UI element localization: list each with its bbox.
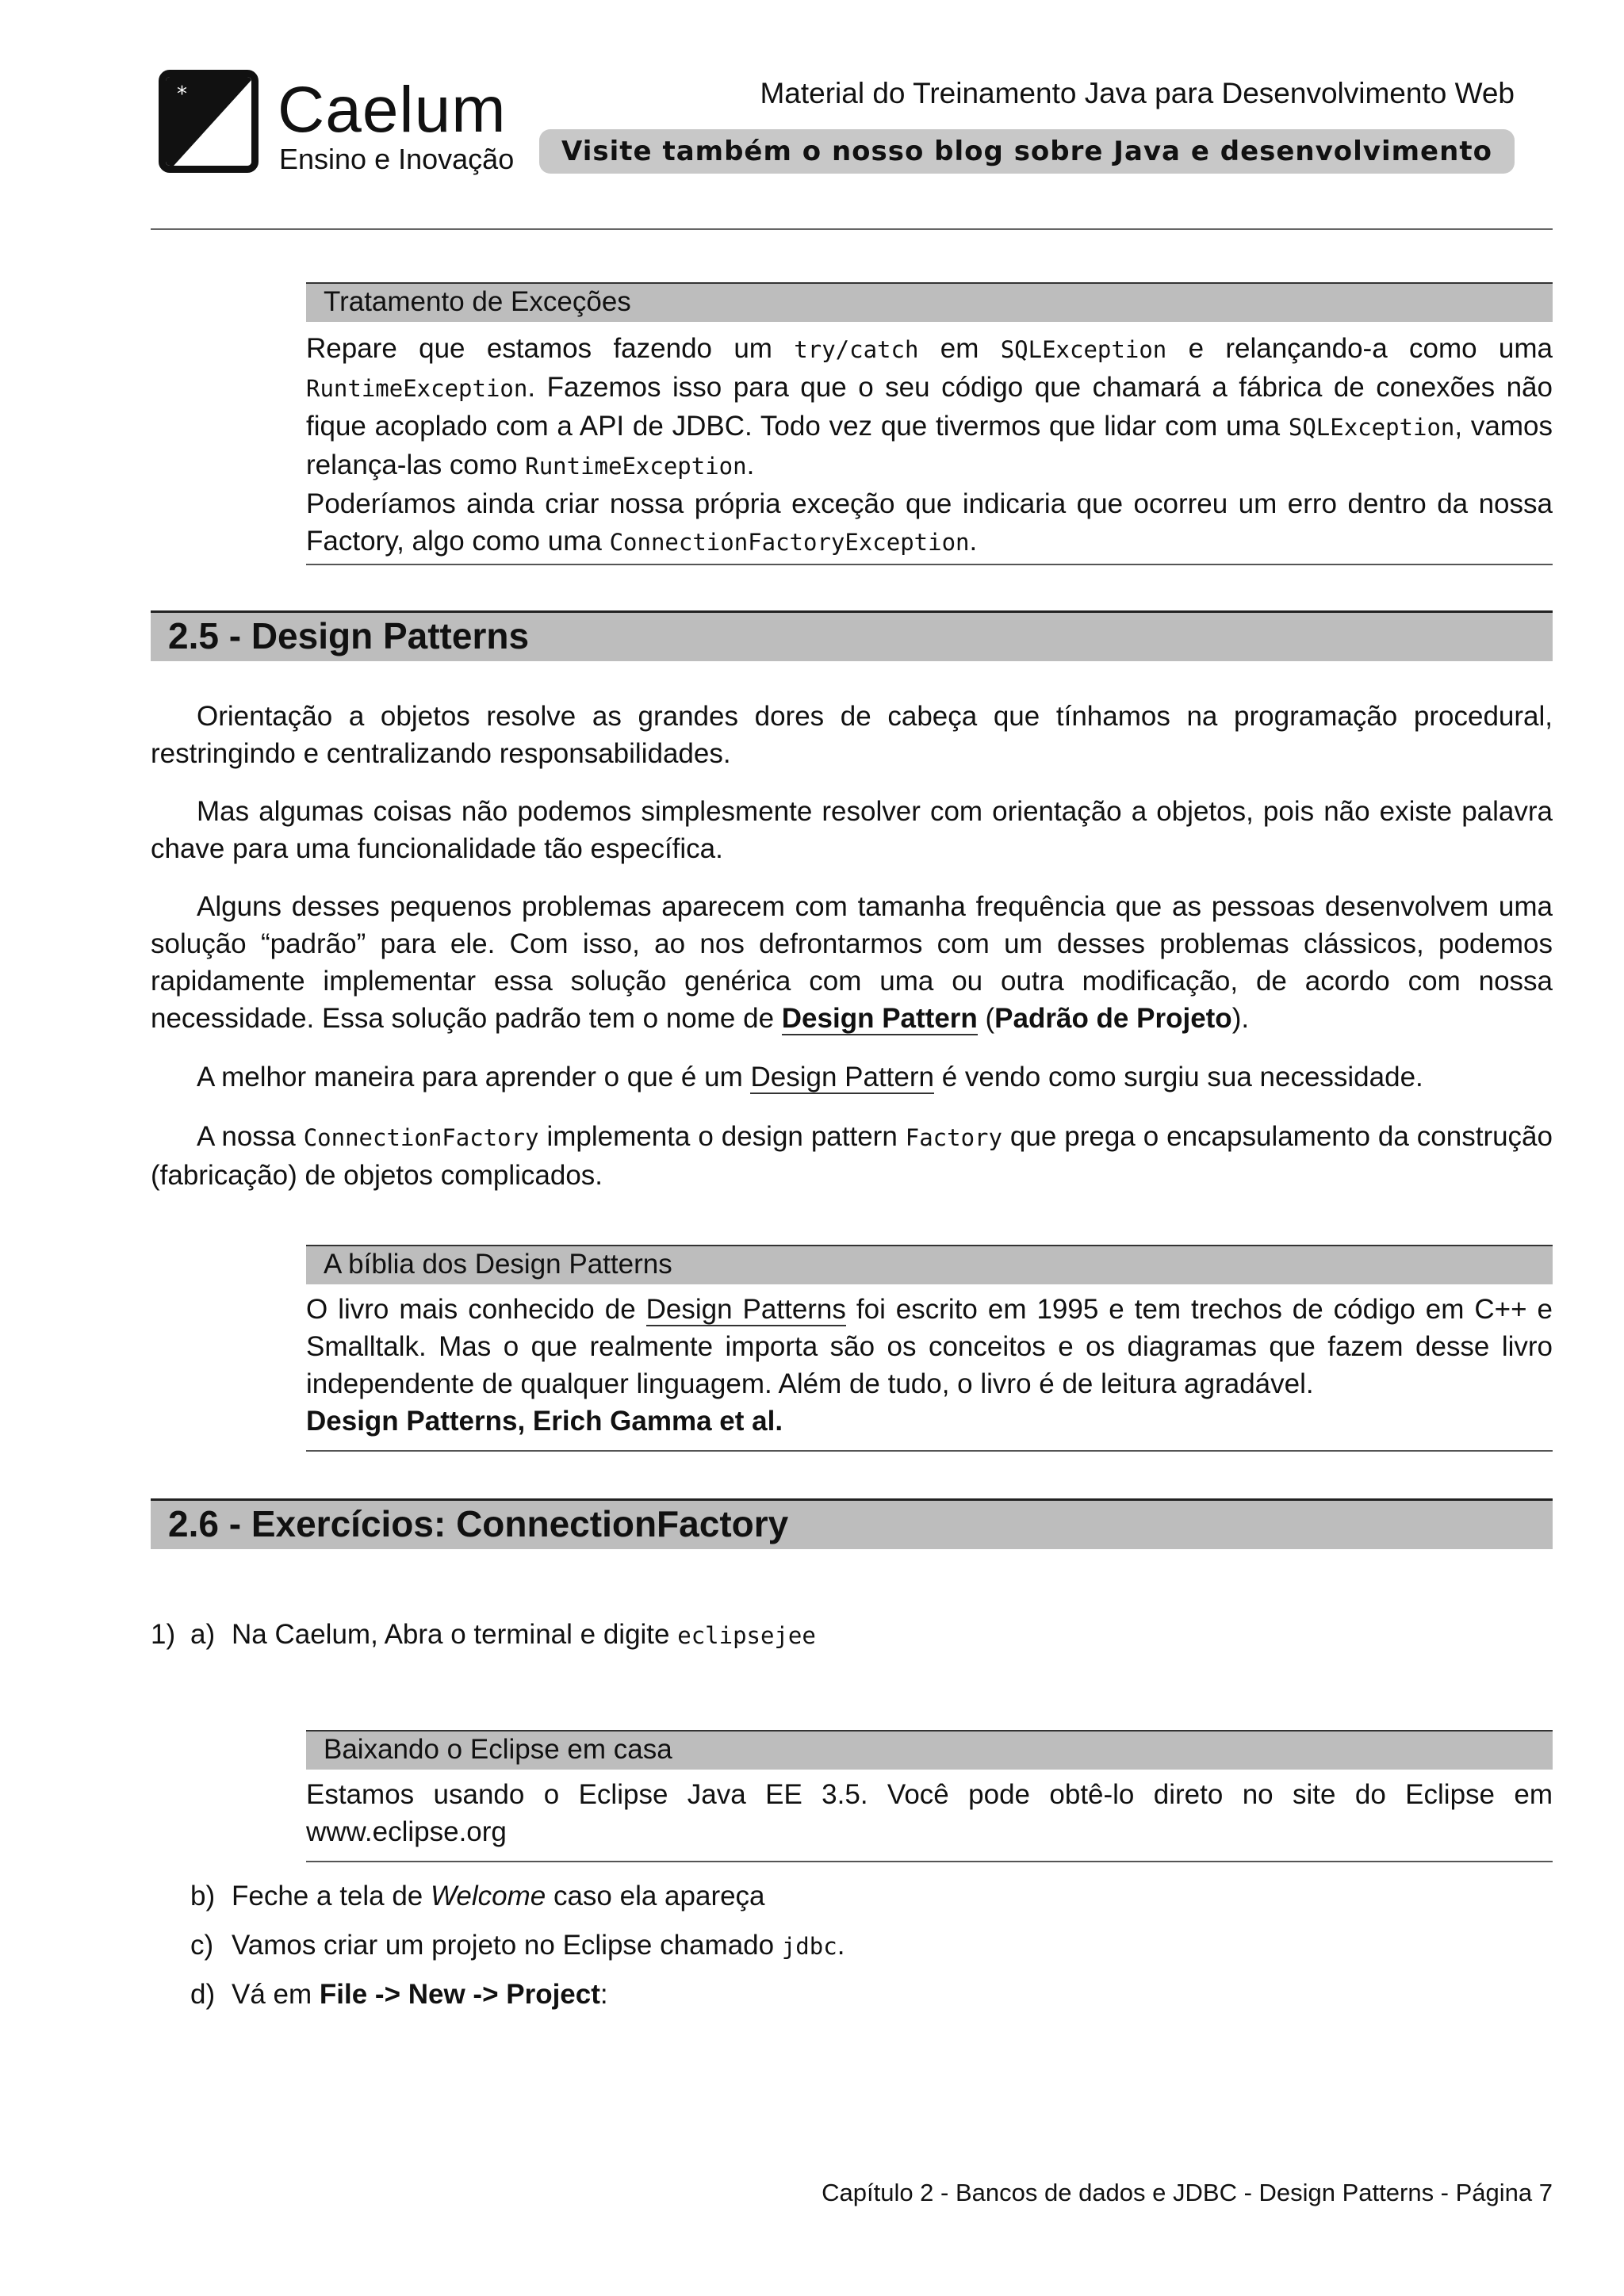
svg-text:*: * bbox=[177, 82, 187, 106]
box-title-biblia: A bíblia dos Design Patterns bbox=[306, 1245, 1553, 1284]
section25-paragraph-5: A nossa ConnectionFactory implementa o design pattern Factory que prega o encapsulamento da construção (fabricação) de objetos complicados. bbox=[151, 1121, 1553, 1191]
box1-bottom-rule bbox=[306, 564, 1553, 565]
list-letter-d: d) bbox=[190, 1979, 216, 2010]
logo-name: Caelum bbox=[278, 74, 507, 146]
list-number-1: 1) bbox=[151, 1619, 176, 1650]
document-title: Material do Treinamento Java para Desenvolvimento Web bbox=[760, 77, 1515, 109]
list-letter-c: c) bbox=[190, 1930, 214, 1961]
box3-bottom-rule bbox=[306, 1861, 1553, 1862]
box2-bottom-rule bbox=[306, 1450, 1553, 1452]
logo-tagline: Ensino e Inovação bbox=[279, 143, 515, 175]
blog-banner: Visite também o nosso blog sobre Java e desenvolvimento bbox=[539, 129, 1515, 174]
header-divider bbox=[151, 228, 1553, 230]
book-reference: Design Patterns, Erich Gamma et al. bbox=[306, 1406, 783, 1437]
list-letter-b: b) bbox=[190, 1881, 216, 1911]
section25-paragraph-2: Mas algumas coisas não podemos simplesmente resolver com orientação a objetos, pois não existe palavra chave para uma funcionalidade tão específica. bbox=[151, 796, 1553, 864]
section-heading-2-6: 2.6 - Exercícios: ConnectionFactory bbox=[151, 1498, 1553, 1549]
design-patterns-link[interactable]: Design Patterns bbox=[645, 1294, 846, 1325]
box1-paragraph-1: Repare que estamos fazendo um try/catch em SQLException e relançando-a como uma RuntimeException. Fazemos isso para que o seu código que chamará a fábrica de conexões não fique acoplado com a API de JDBC. Todo vez que tivermos que lidar com uma SQLException, vamos relança-las como RuntimeException. bbox=[306, 333, 1553, 480]
logo-shape-icon bbox=[166, 77, 251, 166]
design-pattern-link[interactable]: Design Pattern bbox=[750, 1062, 934, 1093]
page-footer: Capítulo 2 - Bancos de dados e JDBC - Design Patterns - Página 7 bbox=[822, 2179, 1553, 2206]
list-text-c: Vamos criar um projeto no Eclipse chamado jdbc. bbox=[232, 1930, 845, 1961]
list-text-b: Feche a tela de Welcome caso ela apareça bbox=[232, 1881, 765, 1911]
box-title-eclipse: Baixando o Eclipse em casa bbox=[306, 1730, 1553, 1770]
box-body-biblia bbox=[306, 1291, 1553, 1440]
box-body-eclipse: Estamos usando o Eclipse Java EE 3.5. Você pode obtê-lo direto no site do Eclipse em www.eclipse.org bbox=[306, 1779, 1553, 1847]
design-pattern-term: Design Pattern bbox=[781, 1003, 978, 1034]
box-body-excecoes bbox=[306, 330, 1553, 561]
logo-mark bbox=[159, 70, 259, 173]
list-item-1a bbox=[151, 1616, 175, 1653]
box2-paragraph: O livro mais conhecido de Design Patterns foi escrito em 1995 e tem trechos de código em C++ e Smalltalk. Mas o que realmente importa são os conceitos e os diagramas que fazem desse livro independente de qualquer linguagem. Além de tudo, o livro é de leitura agradável. bbox=[306, 1294, 1553, 1399]
section25-paragraph-4: A melhor maneira para aprender o que é um Design Pattern é vendo como surgiu sua necessidade. bbox=[197, 1062, 1423, 1093]
section25-paragraph-3: Alguns desses pequenos problemas aparecem com tamanha frequência que as pessoas desenvolvem uma solução “padrão” para ele. Com isso, ao nos defrontarmos com um desses problemas clássicos, podemos rapidamente implementar essa solução genérica com uma ou outra modificação, de acordo com nossa necessidade. Essa solução padrão tem o nome de Design Pattern (Padrão de Projeto). bbox=[151, 891, 1553, 1034]
box-title-excecoes: Tratamento de Exceções bbox=[306, 282, 1553, 322]
list-text-d: Vá em File -> New -> Project: bbox=[232, 1979, 608, 2010]
section-heading-2-5: 2.5 - Design Patterns bbox=[151, 610, 1553, 661]
box1-paragraph-2: Poderíamos ainda criar nossa própria exceção que indicaria que ocorreu um erro dentro da nossa Factory, algo como uma ConnectionFactoryException. bbox=[306, 488, 1553, 557]
list-letter-a: a) bbox=[190, 1619, 216, 1650]
list-text-a: Na Caelum, Abra o terminal e digite eclipsejee bbox=[232, 1619, 816, 1650]
section25-paragraph-1: Orientação a objetos resolve as grandes dores de cabeça que tínhamos na programação procedural, restringindo e centralizando responsabilidades. bbox=[151, 701, 1553, 769]
